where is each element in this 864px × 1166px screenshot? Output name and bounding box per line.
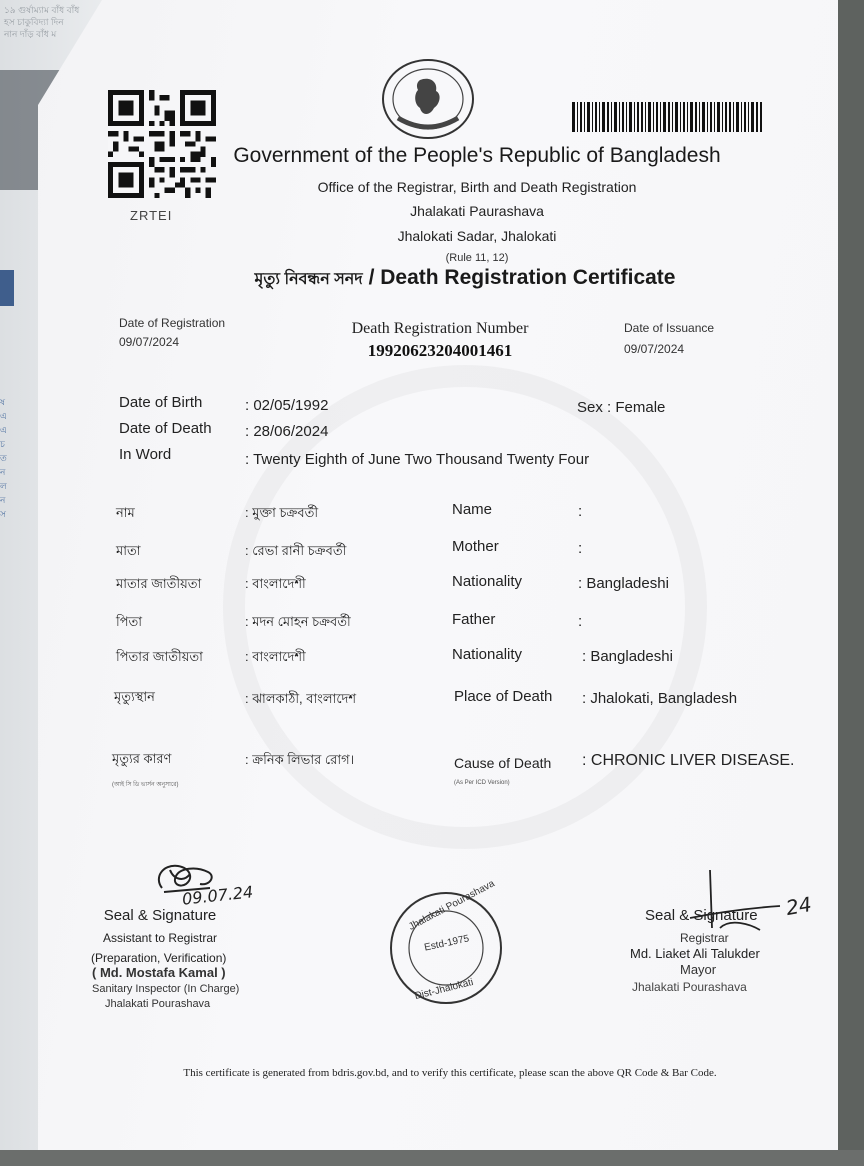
father-nationality-bn-value: : বাংলাদেশী — [245, 649, 306, 664]
date-of-issuance-label: Date of Issuance — [624, 321, 715, 335]
father-en-value: : — [578, 613, 583, 630]
mother-bn-value: : রেভা রানী চক্রবর্তী — [245, 543, 347, 558]
date-of-registration-label: Date of Registration — [119, 316, 226, 330]
right-signature-date: 24 — [784, 891, 814, 921]
cause-en-note: (As Per ICD Version) — [454, 780, 510, 786]
right-signatory-name: Md. Liaket Ali Talukder — [630, 946, 760, 961]
barcode-icon[interactable] — [572, 102, 762, 132]
name-bn-value: : মুক্তা চক্রবর্তী — [245, 505, 319, 520]
registration-number-value: 19920623204001461 — [367, 341, 513, 360]
place-of-death-en-label: Place of Death — [454, 688, 553, 705]
paurashava-seal-stamp — [386, 878, 506, 1010]
cause-en-label: Cause of Death — [454, 755, 552, 771]
name-bn-label: নাম — [116, 505, 135, 520]
cause-bn-label: মৃত্যুর কারণ — [112, 751, 172, 766]
cause-bn-value: : ক্রনিক লিভার রোগ। — [245, 752, 355, 767]
place-of-death-bn-label: মৃত্যুস্থান — [114, 689, 155, 704]
background-text: ১৯ গুর্ষাম্যাম বাঁধ বাঁধ হস চাকুবিদ্যা দিন নান দাঁড় বাঁধ ম — [4, 5, 80, 39]
registration-number-label: Death Registration Number — [351, 320, 529, 337]
cause-bn-note: (আই সি ডি ভার্সন অনুসারে) — [112, 782, 179, 788]
mother-en-label: Mother — [452, 538, 499, 555]
left-role-detail: (Preparation, Verification) — [91, 951, 227, 965]
right-signatory-designation: Mayor — [680, 962, 717, 977]
right-seal-title: Seal & Signature — [645, 907, 758, 924]
date-of-birth-value: : 02/05/1992 — [245, 397, 329, 414]
certificate-title — [180, 266, 750, 293]
rule-reference: (Rule 11, 12) — [445, 252, 509, 264]
mother-bn-label: মাতা — [116, 543, 141, 558]
seal-estd: Estd-1975 — [423, 933, 471, 954]
name-en-value: : — [578, 503, 583, 520]
mother-nationality-en-value: : Bangladeshi — [578, 575, 669, 592]
left-role: Assistant to Registrar — [102, 931, 218, 945]
left-signatory-office: Jhalakati Pourashava — [105, 998, 211, 1010]
father-nationality-bn-label: পিতার জাতীয়তা — [116, 649, 203, 664]
father-en-label: Father — [452, 611, 496, 628]
father-nationality-en-label: Nationality — [452, 646, 523, 663]
paurashava-name: Jhalakati Paurashava — [410, 203, 544, 219]
certificate-title-bn: মৃত্যু নিবন্ধন সনদ — [254, 271, 363, 288]
father-bn-label: পিতা — [116, 614, 143, 629]
office-name: Office of the Registrar, Birth and Death Registration — [317, 179, 637, 195]
left-signatory-name: ( Md. Mostafa Kamal ) — [92, 965, 226, 980]
left-seal-title: Seal & Signature — [103, 907, 217, 924]
background-blue-mark — [0, 270, 14, 306]
certificate-title-en: Death Registration Certificate — [380, 266, 676, 289]
qr-code-label: ZRTEI — [130, 208, 173, 223]
date-of-death-label: Date of Death — [119, 420, 212, 437]
government-title: Government of the People's Republic of Bangladesh — [233, 144, 721, 167]
father-bn-value: : মদন মোহন চক্রবর্তী — [245, 614, 351, 629]
cause-en-value: : CHRONIC LIVER DISEASE. — [582, 752, 795, 769]
mother-nationality-bn-value: : বাংলাদেশী — [245, 576, 306, 591]
verification-footer: This certificate is generated from bdris.gov.bd, and to verify this certificate, please scan the above QR Code & Bar Code. — [183, 1067, 717, 1079]
date-of-death-value: : 28/06/2024 — [245, 423, 329, 440]
right-signatory-office: Jhalakati Pourashava — [632, 980, 747, 994]
in-word-value: : Twenty Eighth of June Two Thousand Twenty Four — [245, 451, 590, 468]
mother-nationality-en-label: Nationality — [452, 573, 523, 590]
seal-text-top: Jhalakati Pourashava — [407, 878, 497, 933]
name-en-label: Name — [452, 501, 493, 518]
office-location: Jhalokati Sadar, Jhalokati — [397, 228, 557, 244]
place-of-death-en-value: : Jhalokati, Bangladesh — [582, 690, 738, 707]
photo-bottom-edge — [0, 1150, 864, 1166]
mother-en-value: : — [578, 540, 583, 557]
left-signature-date: 09.07.24 — [181, 882, 255, 909]
place-of-death-bn-value: : ঝালকাঠী, বাংলাদেশ — [245, 691, 357, 706]
certificate-title-separator: / — [368, 266, 375, 289]
father-nationality-en-value: : Bangladeshi — [582, 648, 673, 665]
date-of-registration-value: 09/07/2024 — [119, 335, 180, 349]
left-signatory-designation: Sanitary Inspector (In Charge) — [92, 983, 240, 995]
right-role: Registrar — [680, 931, 729, 945]
in-word-label: In Word — [119, 446, 172, 463]
seal-text-bottom: Dist-Jhalokati — [413, 976, 475, 1003]
background-edge-chars: ষ এ এ চ ত ন ল ন স — [0, 397, 7, 519]
government-seal-icon — [380, 58, 476, 140]
mother-nationality-bn-label: মাতার জাতীয়তা — [116, 576, 202, 591]
date-of-issuance-value: 09/07/2024 — [624, 342, 685, 356]
sex-value: Sex : Female — [577, 399, 666, 416]
date-of-birth-label: Date of Birth — [119, 394, 203, 411]
qr-code-icon[interactable] — [106, 90, 218, 198]
